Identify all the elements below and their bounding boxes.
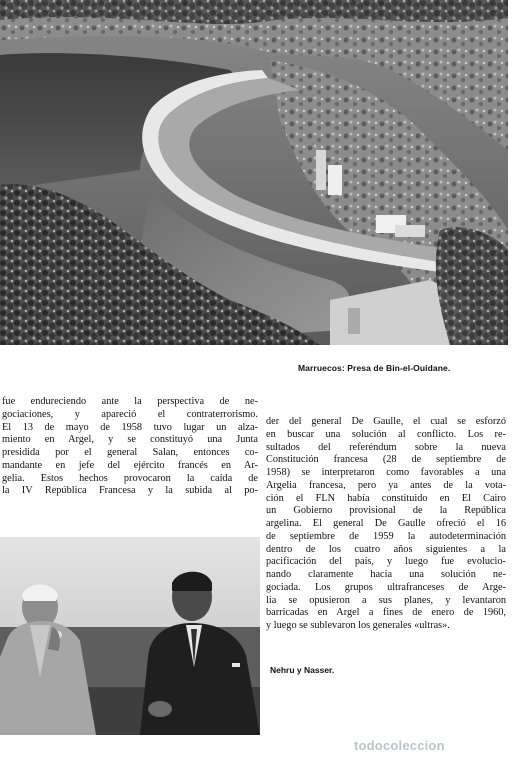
dam-photo [0,0,508,345]
text-line: presidida por el general Salan, entonces co- [2,447,258,458]
text-line: der del general De Gaulle, el cual se esforzó [266,416,506,427]
text-line: argelina. El general De Gaulle ofreció el 16 [266,518,506,529]
text-line: dentro de los cuatro años siguientes a la [266,543,506,555]
text-line: mandante en jefe del ejército francés en Ar- [2,459,258,471]
text-line: Constitución francesa (28 de septiembre de [266,454,506,466]
text-line: y luego se sublevaron los generales «ultras». [266,620,450,631]
text-line: la IV República Francesa y la subida al po- [2,485,258,497]
dam-photo-illustration [0,0,508,345]
text-line: nando claramente hacia una solución ne- [266,569,506,580]
dam-photo-caption: Marruecos: Presa de Bin-el-Ouidane. [298,363,451,373]
text-line: en buscar una solución al conflicto. Los re- [266,428,506,440]
text-line: barricadas en Argel a fines de enero de 1960, [266,607,506,619]
text-line: sultados del referéndum sobre la nueva [266,441,506,453]
portrait-photo-illustration [0,537,260,735]
portrait-photo [0,537,260,735]
text-line: miento en Argel, y se constituyó una Junta [2,434,258,446]
right-text-column [266,416,506,633]
text-line: El 13 de mayo de 1958 tuvo lugar un alza- [2,421,258,433]
text-line: gociaciones, y apareció el contraterrorismo. [2,408,258,420]
portrait-photo-caption: Nehru y Nasser. [270,665,335,675]
left-text-column [2,396,258,498]
text-line: Argelia francesa, pero ya antes de la vota- [266,479,506,491]
text-line: fue endureciendo ante la perspectiva de ne- [2,396,258,407]
text-line: pacificación del país, y luego fue evolucio- [266,556,506,568]
text-line: un Gobierno provisional de la República [266,505,506,517]
watermark-logo: todocoleccion [354,738,445,753]
text-line: 1958) se interpretaron como favorables a una [266,467,506,478]
text-line: gociada. Los grupos ultrafranceses de Arge- [266,581,506,593]
text-line: lia se opusieron a sus planes, y levantaron [266,594,506,606]
text-line: gelia. Estos hechos provocaron la caída de [2,472,258,484]
text-line: de septiembre de 1959 la autodeterminación [266,530,506,542]
text-line: ción el FLN había constituido en El Cairo [266,492,506,504]
